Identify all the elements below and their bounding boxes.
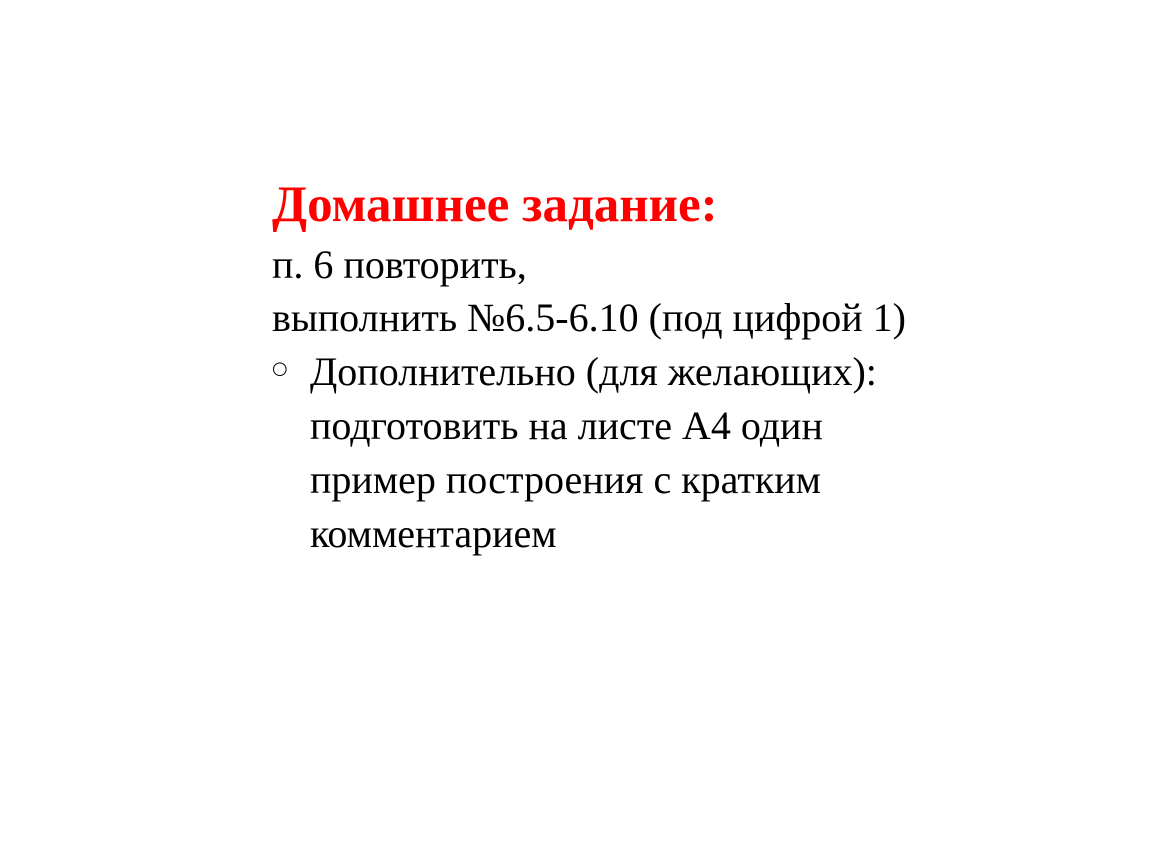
optional-task-line: Дополнительно (для желающих): — [310, 349, 877, 394]
optional-task-line: пример построения с кратким — [310, 457, 821, 502]
exercises-line: выполнить №6.5-6.10 (под цифрой 1) — [272, 295, 907, 340]
repeat-paragraph-line: п. 6 повторить, — [272, 242, 527, 287]
optional-task-line: комментарием — [310, 511, 557, 556]
optional-task-line: подготовить на листе А4 один — [310, 403, 823, 448]
optional-task-text — [310, 345, 1072, 561]
homework-title: Домашнее задание: — [272, 177, 718, 233]
slide-content — [272, 172, 1072, 561]
optional-task-bullet — [272, 345, 1072, 561]
hollow-circle-bullet-icon: ○ — [272, 358, 288, 379]
